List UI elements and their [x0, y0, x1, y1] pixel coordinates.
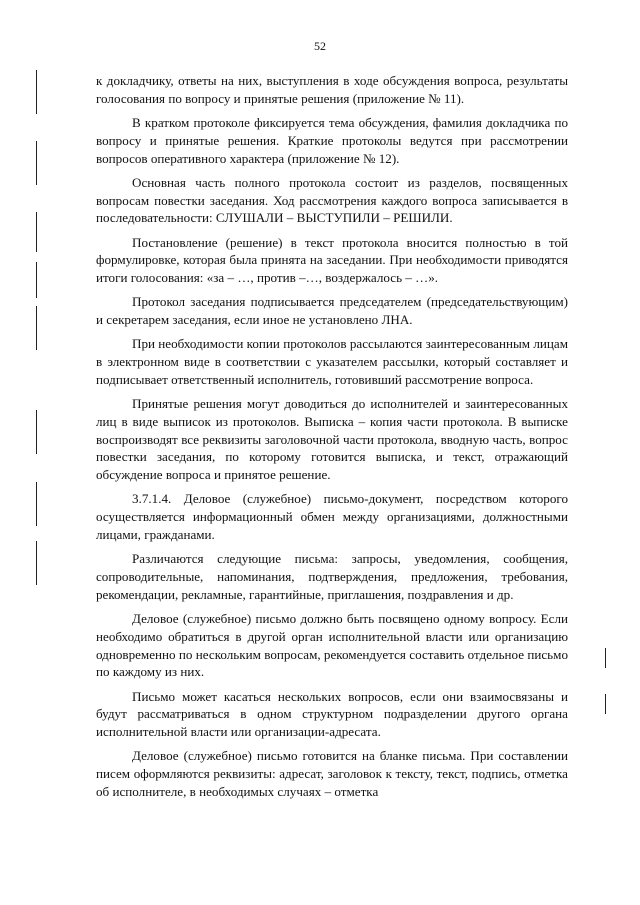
- paragraph-letter-blank: Деловое (служебное) письмо готовится на бланке письма. При составлении писем оформляются реквизиты: адресат, заголовок к тексту, текст, подпись, отметка об исполнителе, в необходимых случаях – отметка: [96, 748, 568, 799]
- paragraph-extracts: Принятые решения могут доводиться до исполнителей и заинтересованных лиц в виде выписок из протоколов. Выписка – копия части протокола. В выписке воспроизводят все реквизиты заголовочной части протокола, вводную часть, вопрос повестки заседания, по которому готовится выписка, и текст, отражающий обсуждение вопроса и принятое решение.: [96, 396, 568, 483]
- paragraph-signing: Протокол заседания подписывается председателем (председательствующим) и секретарем заседания, если иное не установлено ЛНА.: [96, 294, 568, 328]
- page-number: 52: [314, 39, 326, 53]
- paragraph-one-question: Деловое (служебное) письмо должно быть посвящено одному вопросу. Если необходимо обратиться в другой орган исполнительной власти или организацию одновременно по нескольким вопросам, рекомендуется составить отдельное письмо по каждому из них.: [96, 611, 568, 680]
- paragraph-full-protocol-structure: Основная часть полного протокола состоит из разделов, посвященных вопросам повестки заседания. Ход рассмотрения каждого вопроса записывается в последовательности: СЛУШАЛИ – ВЫСТУПИЛИ – РЕШИЛИ.: [96, 174, 568, 226]
- margin-mark: [36, 70, 37, 114]
- margin-mark: [36, 141, 37, 185]
- paragraph-copies: При необходимости копии протоколов рассылаются заинтересованным лицам в электронном виде в соответствии с указателем рассылки, который составляет и подписывает ответственный исполнитель, готовивший рассмотрение вопроса.: [96, 336, 568, 387]
- margin-mark: [36, 410, 37, 454]
- margin-mark: [605, 694, 606, 714]
- margin-mark: [605, 648, 606, 668]
- margin-mark: [36, 482, 37, 526]
- margin-mark: [36, 306, 37, 350]
- paragraph-several-questions: Письмо может касаться нескольких вопросов, если они взаимосвязаны и будут рассматриваться в одном структурном подразделении другого органа исполнительной власти или организации-адресата.: [96, 688, 568, 740]
- paragraph-resolution: Постановление (решение) в текст протокола вносится полностью в той формулировке, которая была принята на заседании. При необходимости приводятся итоги голосования: «за – …, против –…, воздержалось – …».: [96, 234, 568, 286]
- document-body: [96, 72, 568, 801]
- margin-mark: [36, 212, 37, 252]
- margin-mark: [36, 541, 37, 585]
- paragraph-short-protocol: В кратком протоколе фиксируется тема обсуждения, фамилия докладчика по вопросу и принятые решения. Краткие протоколы ведутся при рассмотрении вопросов оперативного характера (приложение № 12).: [96, 114, 568, 166]
- paragraph-business-letter-definition: 3.7.1.4. Деловое (служебное) письмо-документ, посредством которого осуществляется информационный обмен между организациями, должностными лицами, гражданами.: [96, 491, 568, 543]
- paragraph-continuation: к докладчику, ответы на них, выступления в ходе обсуждения вопроса, результаты голосования по вопросу и принятые решения (приложение № 11).: [96, 73, 568, 106]
- margin-mark: [36, 262, 37, 298]
- paragraph-letter-types: Различаются следующие письма: запросы, уведомления, сообщения, сопроводительные, напоминания, подтверждения, предложения, требования, рекомендации, рекламные, гарантийные, приглашения, поздравления и др.: [96, 551, 568, 602]
